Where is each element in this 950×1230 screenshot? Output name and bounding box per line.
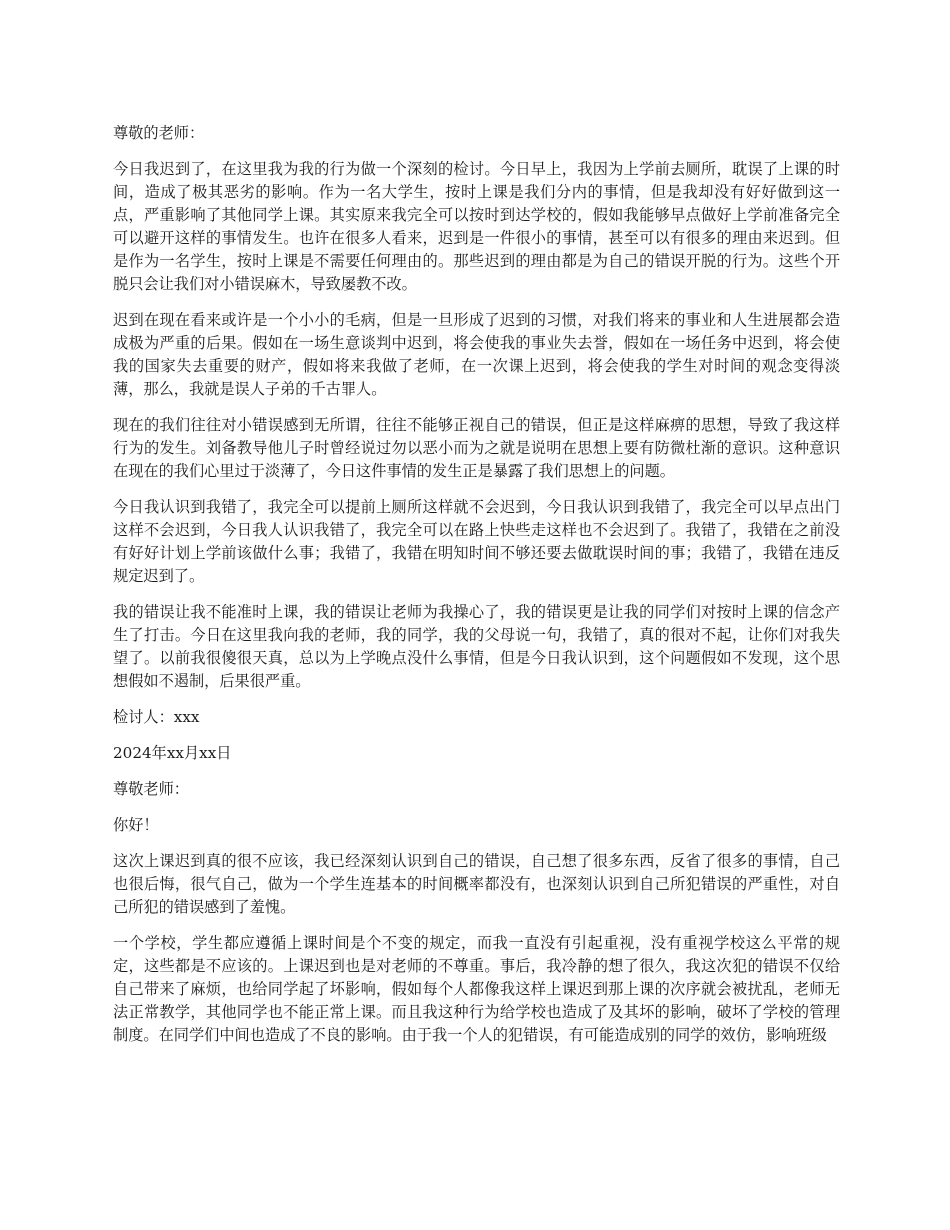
letter1-paragraph-5: 我的错误让我不能准时上课，我的错误让老师为我操心了，我的错误更是让我的同学们对按时上课的信念产生了打击。今日在这里我向我的老师，我的同学，我的父母说一句，我错了，真的很对不起，让你们对我失望了。以前我很傻很天真，总以为上学晚点没什么事情，但是今日我认识到，这个问题假如不发现，这个思想假如不遏制，后果很严重。 <box>113 603 840 690</box>
letter1-date: 2024年xx月xx日 <box>113 744 232 762</box>
letter2-paragraph-2: 一个学校，学生都应遵循上课时间是个不变的规定，而我一直没有引起重视，没有重视学校这么平常的规定，这些都是不应该的。上课迟到也是对老师的不尊重。事后，我冷静的想了很久，我这次犯的错误不仅给自己带来了麻烦，也给同学起了坏影响，假如每个人都像我这样上课迟到那上课的次序就会被扰乱，老师无法正常教学，其他同学也不能正常上课。而且我这种行为给学校也造成了及其坏的影响，破坏了学校的管理制度。在同学们中间也造成了不良的影响。由于我一个人的犯错误，有可能造成别的同学的效仿，影响班级 <box>113 934 840 1044</box>
letter1-paragraph-4: 今日我认识到我错了，我完全可以提前上厕所这样就不会迟到，今日我认识到我错了，我完全可以早点出门这样不会迟到，今日我人认识我错了，我完全可以在路上快些走这样也不会迟到了。我错了，我错在之前没有好好计划上学前该做什么事；我错了，我错在明知时间不够还要去做耽误时间的事；我错了，我错在违反规定迟到了。 <box>113 498 840 585</box>
letter2-salutation: 尊敬老师： <box>113 780 189 798</box>
letter1-signer: 检讨人：xxx <box>113 708 200 726</box>
letter1-paragraph-2: 迟到在现在看来或许是一个小小的毛病，但是一旦形成了迟到的习惯，对我们将来的事业和人生进展都会造成极为严重的后果。假如在一场生意谈判中迟到，将会使我的事业失去誉，假如在一场任务中迟到，将会使我的国家失去重要的财产，假如将来我做了老师，在一次课上迟到，将会使我的学生对时间的观念变得淡薄，那么，我就是误人子弟的千古罪人。 <box>113 311 840 398</box>
letter2-greeting: 你好！ <box>113 816 159 834</box>
letter1-paragraph-1: 今日我迟到了，在这里我为我的行为做一个深刻的检讨。今日早上，我因为上学前去厕所，耽误了上课的时间，造成了极其恶劣的影响。作为一名大学生，按时上课是我们分内的事情，但是我却没有好好做到这一点，严重影响了其他同学上课。其实原来我完全可以按时到达学校的，假如我能够早点做好上学前准备完全可以避开这样的事情发生。也许在很多人看来，迟到是一件很小的事情，甚至可以有很多的理由来迟到。但是作为一名学生，按时上课是不需要任何理由的。那些迟到的理由都是为自己的错误开脱的行为。这些个开脱只会让我们对小错误麻木，导致屡教不改。 <box>113 160 840 293</box>
document-page <box>113 122 840 1060</box>
letter2-paragraph-1: 这次上课迟到真的很不应该，我已经深刻认识到自己的错误，自己想了很多东西，反省了很多的事情，自己也很后悔，很气自己，做为一个学生连基本的时间概率都没有，也深刻认识到自己所犯错误的严重性，对自己所犯的错误感到了羞愧。 <box>113 852 840 916</box>
letter1-paragraph-3: 现在的我们往往对小错误感到无所谓，往往不能够正视自己的错误，但正是这样麻痹的思想，导致了我这样行为的发生。刘备教导他儿子时曾经说过勿以恶小而为之就是说明在思想上要有防微杜渐的意识。这种意识在现在的我们心里过于淡薄了，今日这件事情的发生正是暴露了我们思想上的问题。 <box>113 416 840 480</box>
letter1-salutation: 尊敬的老师： <box>113 124 205 142</box>
